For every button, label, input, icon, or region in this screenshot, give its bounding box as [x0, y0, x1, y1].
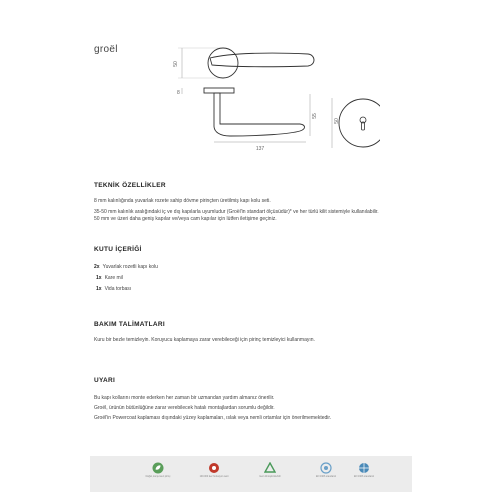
technical-drawing — [160, 36, 380, 156]
gear-icon — [208, 462, 220, 474]
dim-label-rosette: 50 — [173, 61, 179, 67]
kit-section — [94, 246, 474, 295]
technical-line-3: 50 mm ve üzeri daha geniş kapılar ve/veya cam kapılar için lütfen iletişime geçiniz. — [94, 216, 277, 222]
warning-section — [94, 377, 474, 423]
technical-line-2: 35-50 mm kalınlık aralığındaki iç ve dış kapılarla uyumludur (Groël'in standart ölçüsüdür)* ve her türlü kilit sistemiyle kullanılabilir. — [94, 209, 379, 215]
brand-logo: groël — [94, 44, 118, 55]
dim-label-plate: 8 — [177, 90, 180, 96]
kit-title: KUTU İÇERİĞİ — [94, 246, 142, 253]
warning-line-3: Groël'in Powercoat kaplaması dışındaki yüzey kaplamaları, ıslak veya nemli ortamlar için önerilmemektedir. — [94, 415, 332, 421]
rosette-top-view — [208, 48, 238, 78]
cert-item: Doğal, kurşunsuz pirinç — [140, 462, 176, 478]
badge-icon — [320, 462, 332, 474]
dim-label-handle-length: 137 — [255, 146, 265, 152]
dim-label-handle-height: 55 — [312, 113, 318, 119]
leaf-icon — [152, 462, 164, 474]
care-section — [94, 321, 474, 344]
dim-label-escutcheon: 50 — [334, 118, 340, 124]
certification-bar — [90, 456, 412, 492]
globe-icon — [358, 462, 370, 474]
technical-line-1: 8 mm kalınlığında yuvarlak rozete sahip dövme pirinçten üretilmiş kapı kolu seti. — [94, 198, 271, 204]
handle-top-view — [210, 53, 314, 67]
rosette-side-view — [204, 88, 234, 93]
escutcheon-plate — [339, 99, 380, 147]
recycle-icon — [264, 462, 276, 474]
cert-item: 100.000 kez fonksiyon testi — [196, 462, 232, 478]
cert-item: Geri dönüştürülebilir — [252, 462, 288, 478]
cert-item: EN 1906 standardı — [308, 462, 344, 478]
kit-item: 1x Vida torbası — [96, 286, 132, 292]
kit-item: 2x Yuvarlak rozetli kapı kolu — [94, 264, 158, 270]
handle-side-view — [214, 93, 305, 136]
care-line-1: Kuru bir bezle temizleyin. Koruyucu kaplamaya zarar verebileceği için pirinç temizleyici kullanmayın. — [94, 337, 315, 343]
technical-title: TEKNİK ÖZELLİKLER — [94, 182, 166, 189]
care-title: BAKIM TALİMATLARI — [94, 321, 165, 328]
cert-item: EN 1906 standardı — [346, 462, 382, 478]
warning-line-2: Groël, ürünün bütünlüğüne zarar verebilecek hatalı montajlardan sorumlu değildir. — [94, 405, 275, 411]
warning-title: UYARI — [94, 377, 116, 384]
kit-item: 1x Kare mil — [96, 275, 123, 281]
warning-line-1: Bu kapı kollarını monte ederken her zaman bir uzmandan yardım almanız önerilir. — [94, 395, 275, 401]
technical-section — [94, 182, 474, 223]
